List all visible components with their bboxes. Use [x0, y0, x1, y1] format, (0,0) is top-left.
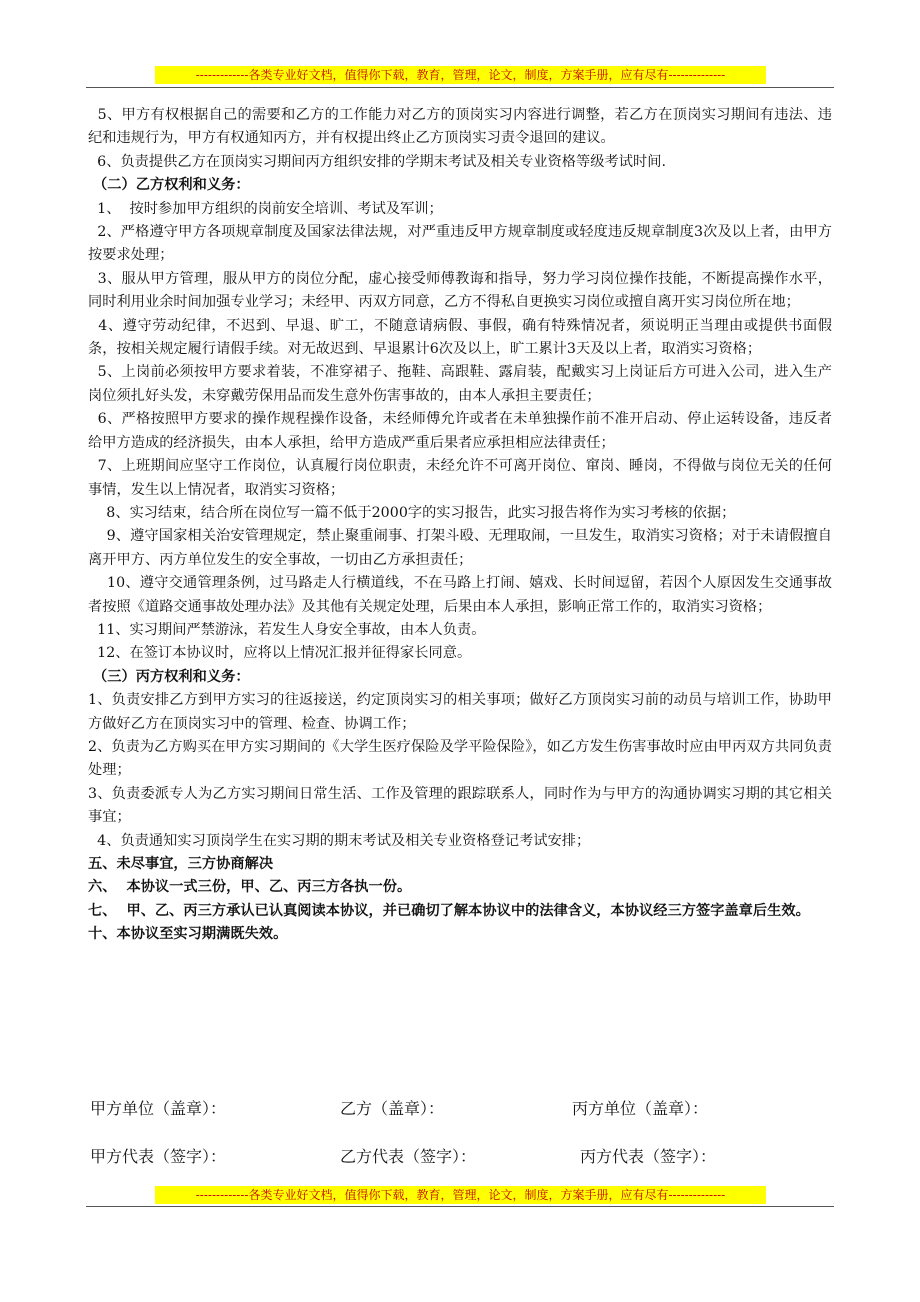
party-b-seal-label: 乙方（盖章）：	[340, 1099, 445, 1118]
section-heading: （二）乙方权利和义务：	[88, 177, 250, 194]
footer-rule	[86, 1206, 834, 1207]
section-heading: 五、未尽事宜，三方协商解决	[88, 856, 274, 872]
clause-paragraph: 6、负责提供乙方在顶岗实习期间丙方组织安排的学期末考试及相关专业资格等级考试时间.	[88, 153, 667, 170]
clause-paragraph: 8、实习结束，结合所在岗位写一篇不低于2000字的实习报告，此实习报告将作为实习考核的依据；	[88, 504, 736, 521]
section-heading: （三）丙方权利和义务：	[88, 668, 250, 685]
party-a-unit-seal-label: 甲方单位（盖章）：	[90, 1099, 227, 1118]
agreement-body	[88, 104, 832, 947]
clause-paragraph: 4、遵守劳动纪律，不迟到、早退、旷工，不随意请病假、事假，确有特殊情况者，须说明正当理由或提供书面假条，按相关规定履行请假手续。对无故迟到、早退累计6次及以上，旷工累计3天及以上者，取消实习资格；	[88, 317, 833, 358]
footer-banner: -------------各类专业好文档，值得你下载，教育，管理，论文，制度，方案手册，应有尽有--------------	[155, 1186, 766, 1204]
clause-paragraph: 4、负责通知实习顶岗学生在实习期的期末考试及相关专业资格登记考试安排；	[88, 832, 591, 849]
clause-paragraph: 3、服从甲方管理，服从甲方的岗位分配，虚心接受师傅教诲和指导，努力学习岗位操作技能，不断提高操作水平，同时利用业余时间加强专业学习；未经甲、丙双方同意，乙方不得私自更换实习岗位或擅自离开实习岗位所在地；	[88, 270, 832, 311]
party-b-rep-signature-label: 乙方代表（签字）：	[340, 1147, 477, 1166]
clause-paragraph: 2、负责为乙方购买在甲方实习期间的《大学生医疗保险及学平险保险》，如乙方发生伤害事故时应由甲丙双方共同负责处理；	[88, 738, 832, 779]
section-heading: 七、 甲、乙、丙三方承认已认真阅读本协议，并已确切了解本协议中的法律含义，本协议经三方签字盖章后生效。	[88, 902, 810, 919]
clause-paragraph: 2、严格遵守甲方各项规章制度及国家法律法规，对严重违反甲方规章制度或轻度违反规章制度3次及以上者，由甲方按要求处理；	[88, 224, 833, 264]
section-heading: 六、 本协议一式三份，甲、乙、丙三方各执一份。	[88, 879, 412, 896]
clause-paragraph: 7、上班期间应坚守工作岗位，认真履行岗位职责，未经允许不可离开岗位、窜岗、睡岗，不得做与岗位无关的任何事情，发生以上情况者，取消实习资格；	[88, 458, 832, 498]
clause-paragraph: 6、严格按照甲方要求的操作规程操作设备，未经师傅允许或者在未单独操作前不准开启动、停止运转设备，违反者给甲方造成的经济损失，由本人承担，给甲方造成严重后果者应承担相应法律责任；	[88, 411, 832, 451]
clause-paragraph: 5、上岗前必须按甲方要求着装，不准穿裙子、拖鞋、高跟鞋、露肩装，配戴实习上岗证后方可进入公司，进入生产岗位须扎好头发，未穿戴劳保用品而发生意外伤害事故的，由本人承担主要责任；	[88, 364, 832, 404]
clause-paragraph: 1、 按时参加甲方组织的岗前安全培训、考试及军训；	[88, 200, 443, 217]
clause-paragraph: 10、遵守交通管理条例，过马路走人行横道线，不在马路上打闹、嬉戏、长时间逗留，若因个人原因发生交通事故者按照《道路交通事故处理办法》及其他有关规定处理，后果由本人承担，影响正常工作的，取消实习资格；	[88, 575, 832, 615]
clause-paragraph: 3、负责委派专人为乙方实习期间日常生活、工作及管理的跟踪联系人，同时作为与甲方的沟通协调实习期的其它相关事宜；	[88, 785, 832, 826]
clause-paragraph: 9、遵守国家相关治安管理规定，禁止聚重闹事、打架斗殴、无理取闹，一旦发生，取消实习资格；对于未请假擅自离开甲方、丙方单位发生的安全事故，一切由乙方承担责任；	[88, 528, 832, 568]
header-rule	[86, 87, 834, 88]
clause-paragraph: 5、甲方有权根据自己的需要和乙方的工作能力对乙方的顶岗实习内容进行调整，若乙方在顶岗实习期间有违法、违纪和违规行为，甲方有权通知丙方，并有权提出终止乙方顶岗实习责令退回的建议。	[88, 107, 832, 147]
clause-paragraph: 11、实习期间严禁游泳，若发生人身安全事故，由本人负责。	[88, 621, 486, 638]
clause-paragraph: 12、在签订本协议时，应将以上情况汇报并征得家长同意。	[88, 645, 472, 662]
party-a-rep-signature-label: 甲方代表（签字）：	[90, 1147, 227, 1166]
clause-paragraph: 1、负责安排乙方到甲方实习的往返接送，约定顶岗实习的相关事项；做好乙方顶岗实习前的动员与培训工作，协助甲方做好乙方在顶岗实习中的管理、检查、协调工作；	[88, 692, 832, 732]
party-c-unit-seal-label: 丙方单位（盖章）：	[572, 1099, 709, 1118]
section-heading: 十、本协议至实习期满既失效。	[88, 926, 288, 943]
party-c-rep-signature-label: 丙方代表（签字）：	[580, 1147, 717, 1166]
header-banner: -------------各类专业好文档，值得你下载，教育，管理，论文，制度，方案手册，应有尽有--------------	[155, 66, 766, 84]
